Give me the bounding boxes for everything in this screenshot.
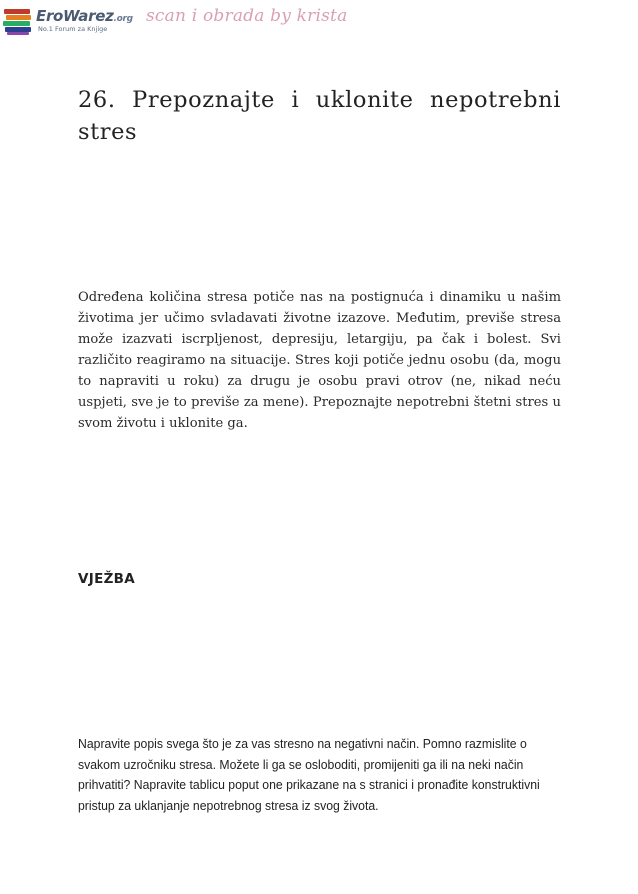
logo: [2, 4, 133, 38]
watermark: [0, 0, 348, 44]
chapter-title: 26. Prepoznajte i uklonite nepotrebni stres: [78, 87, 561, 145]
books-icon: [2, 5, 34, 37]
logo-domain: .org: [113, 14, 133, 24]
logo-tagline: No.1 Forum za Knjige: [38, 25, 108, 33]
exercise-paragraph: Napravite popis svega što je za vas stresno na negativni način. Pomno razmislite o svakom uzročniku stresa. Možete li ga se osloboditi, promijeniti ga ili na neki način prihvatiti? Napravite tablicu poput one prikazane na s stranici i pronađite konstruktivni pristup za uklanjanje nepotrebnog stresa iz svog života.: [78, 736, 540, 813]
exercise-heading: VJEŽBA: [78, 571, 136, 587]
intro-paragraph: Određena količina stresa potiče nas na postignuća i dinamiku u našim životima jer učimo svladavati životne izazove. Međutim, previše stresa može izazvati iscrpljenost, depresiju, letargiju, pa čak i bolest. Svi različito reagiramo na situacije. Stres koji potiče jednu osobu (da, mogu to napraviti u roku) za drugu je osobu pravi otrov (ne, nikad neću uspjeti, sve je to previše za mene). Prepoznajte nepotrebni štetni stres u svom životu i uklonite ga.: [78, 290, 561, 431]
logo-text: EroWarez.org: [36, 7, 133, 25]
scan-credit: scan i obrada by krista: [146, 6, 348, 26]
